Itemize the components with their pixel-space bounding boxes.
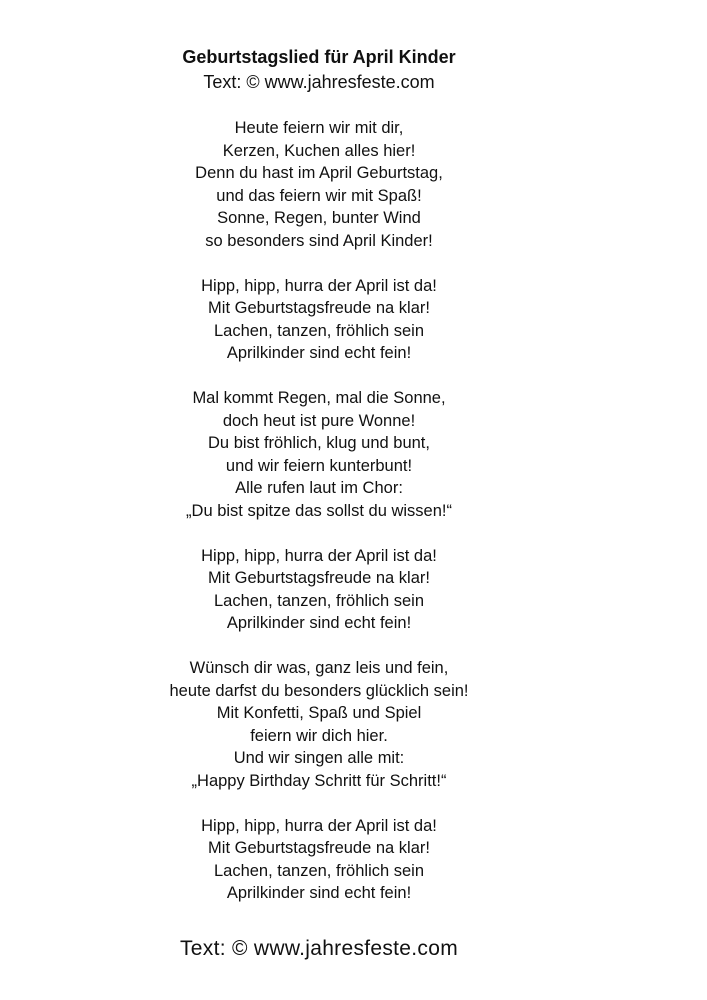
lyric-line: Lachen, tanzen, fröhlich sein [213,861,425,880]
lyric-line: Alle rufen laut im Chor: [235,479,403,497]
copyright-credit-bottom: Text: © www.jahresfeste.com [180,937,458,960]
chorus-2 [0,545,638,635]
lyric-line: so besonders sind April Kinder! [205,231,433,250]
lyric-line: Kerzen, Kuchen alles hier! [222,141,416,160]
song-verses [0,117,638,927]
lyric-line: feiern wir dich hier. [250,726,388,745]
lyric-line: Denn du hast im April Geburtstag, [195,164,443,182]
chorus-1 [0,275,638,365]
lyric-line: Lachen, tanzen, fröhlich sein [213,591,425,610]
lyric-line: Mal kommt Regen, mal die Sonne, [192,389,446,407]
lyric-line: Aprilkinder sind echt fein! [226,614,412,632]
lyric-line: Mit Konfetti, Spaß und Spiel [216,704,422,722]
lyric-line: Hipp, hipp, hurra der April ist da! [201,276,437,295]
lyric-line: und wir feiern kunterbunt! [225,456,413,475]
song-title: Geburtstagslied für April Kinder [182,47,456,67]
lyric-line: und das feiern wir mit Spaß! [216,186,422,205]
lyric-line: Mit Geburtstagsfreude na klar! [208,299,430,317]
lyric-line: Aprilkinder sind echt fein! [226,884,412,902]
lyric-line: „Happy Birthday Schritt für Schritt!“ [191,771,447,790]
lyric-line: Aprilkinder sind echt fein! [226,344,412,362]
lyric-line: Hipp, hipp, hurra der April ist da! [201,816,437,835]
lyric-line: Und wir singen alle mit: [233,749,405,767]
lyric-line: Du bist fröhlich, klug und bunt, [208,434,430,452]
lyric-line: Mit Geburtstagsfreude na klar! [208,569,430,587]
lyric-line: heute darfst du besonders glücklich sein! [169,681,469,700]
lyric-line: Wünsch dir was, ganz leis und fein, [189,659,449,677]
lyric-line: Mit Geburtstagsfreude na klar! [208,839,430,857]
lyric-line: Sonne, Regen, bunter Wind [217,209,421,227]
lyric-line: doch heut ist pure Wonne! [222,411,416,430]
verse-1 [0,117,638,252]
lyric-line: Hipp, hipp, hurra der April ist da! [201,546,437,565]
copyright-credit-top: Text: © www.jahresfeste.com [203,72,435,92]
chorus-3 [0,815,638,905]
lyric-line: Heute feiern wir mit dir, [234,119,404,137]
verse-3 [0,657,638,792]
lyric-line: Lachen, tanzen, fröhlich sein [213,321,425,340]
lyric-line: „Du bist spitze das sollst du wissen!“ [186,501,452,520]
verse-2 [0,387,638,522]
